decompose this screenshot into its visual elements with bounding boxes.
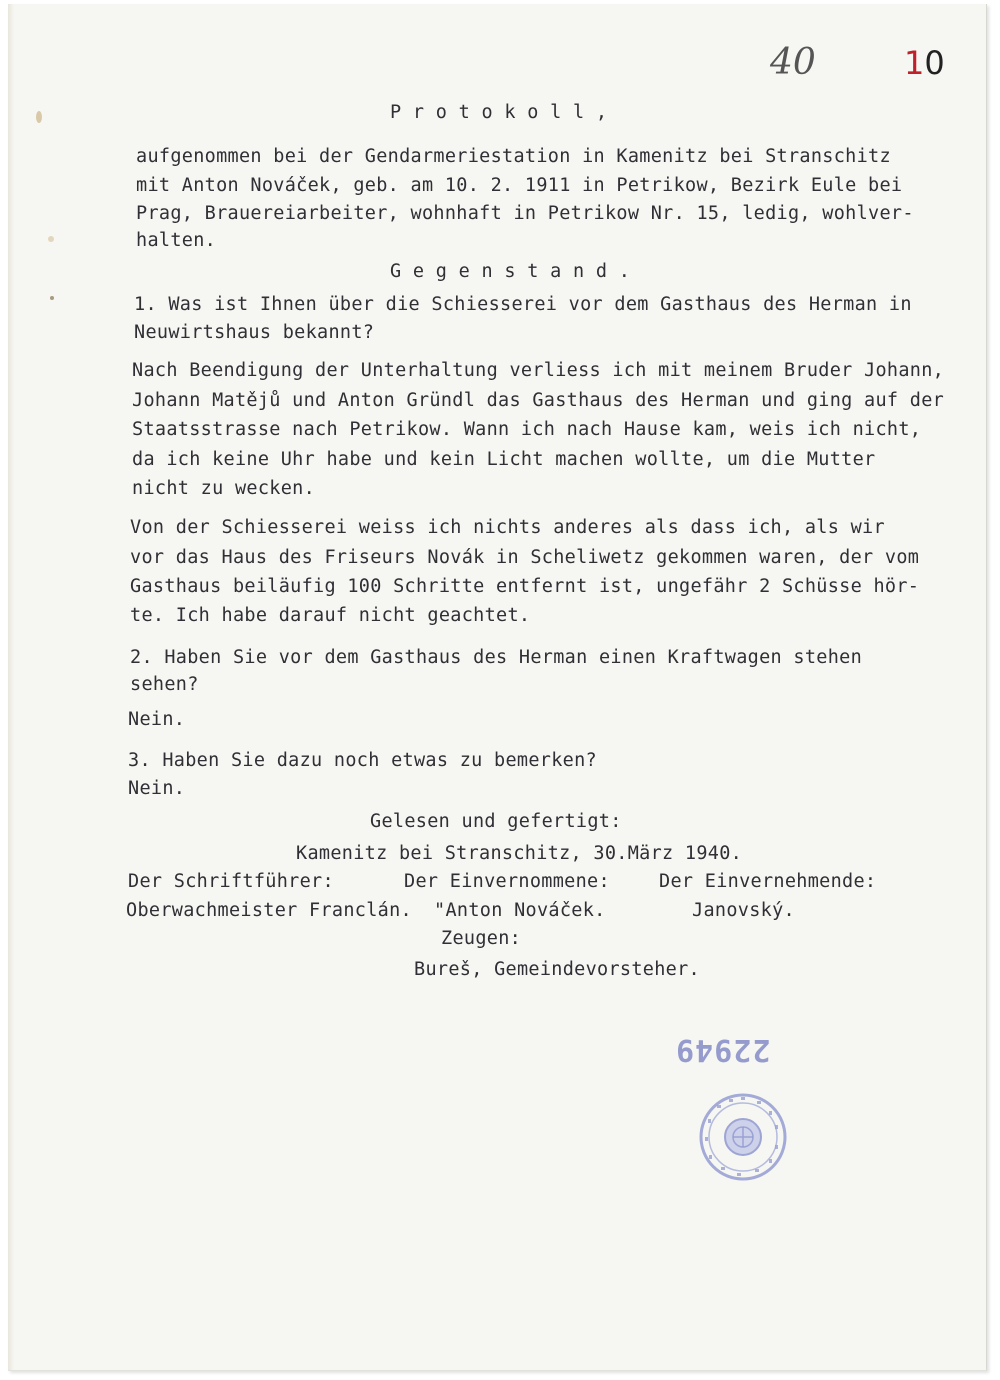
- folio-ink-number-rest: 0: [924, 44, 945, 82]
- archive-seal-icon: [697, 1091, 789, 1183]
- intro-line: Prag, Brauereiarbeiter, wohnhaft in Petrikow Nr. 15, ledig, wohlver-: [136, 203, 914, 224]
- answer-1-line: Johann Matějů und Anton Gründl das Gasthaus des Herman und ging auf der: [132, 390, 945, 411]
- folio-ink-number: [904, 44, 945, 82]
- answer-1-para2-line: te. Ich habe darauf nicht geachtet.: [130, 605, 531, 626]
- answer-1-para2-line: Von der Schiesserei weiss ich nichts anderes als dass ich, als wir: [130, 517, 885, 538]
- place-and-date: Kamenitz bei Stranschitz, 30.März 1940.: [296, 843, 743, 864]
- name-interviewer: Janovský.: [692, 900, 795, 921]
- folio-pencil-number: 40: [770, 42, 816, 83]
- paper-edge-shadow: [8, 4, 14, 1370]
- question-1-line: Neuwirtshaus bekannt?: [134, 322, 375, 343]
- archive-stamp-number: 22949: [675, 1032, 771, 1067]
- answer-1-line: Nach Beendigung der Unterhaltung verliess ich mit meinem Bruder Johann,: [132, 360, 945, 381]
- document-title: P r o t o k o l l ,: [390, 102, 608, 123]
- answer-3: Nein.: [128, 778, 186, 799]
- margin-stain-mark: [46, 234, 56, 244]
- role-clerk: Der Schriftführer:: [128, 871, 334, 892]
- read-and-signed: Gelesen und gefertigt:: [370, 811, 622, 832]
- answer-1-line: Staatsstrasse nach Petrikow. Wann ich nach Hause kam, weis ich nicht,: [132, 419, 922, 440]
- question-2-line: sehen?: [130, 674, 199, 695]
- intro-line: aufgenommen bei der Gendarmeriestation in Kamenitz bei Stranschitz: [136, 146, 891, 167]
- answer-1-line: nicht zu wecken.: [132, 478, 316, 499]
- question-2-line: 2. Haben Sie vor dem Gasthaus des Herman einen Kraftwagen stehen: [130, 647, 863, 668]
- name-interviewee: "Anton Nováček.: [434, 900, 606, 921]
- answer-1-para2-line: vor das Haus des Friseurs Novák in Scheliwetz gekommen waren, der vom: [130, 547, 920, 568]
- answer-2: Nein.: [128, 709, 186, 730]
- answer-1-para2-line: Gasthaus beiläufig 100 Schritte entfernt ist, ungefähr 2 Schüsse hör-: [130, 576, 920, 597]
- margin-dot-mark: [48, 294, 56, 302]
- role-interviewee: Der Einvernommene:: [404, 871, 610, 892]
- question-3: 3. Haben Sie dazu noch etwas zu bemerken?: [128, 750, 597, 771]
- folio-ink-number-digit: 1: [904, 44, 925, 82]
- answer-1-line: da ich keine Uhr habe und kein Licht machen wollte, um die Mutter: [132, 449, 876, 470]
- margin-stain-mark: [33, 109, 45, 125]
- role-interviewer: Der Einvernehmende:: [659, 871, 877, 892]
- question-1-line: 1. Was ist Ihnen über die Schiesserei vor dem Gasthaus des Herman in: [134, 294, 912, 315]
- intro-line: mit Anton Nováček, geb. am 10. 2. 1911 in Petrikow, Bezirk Eule bei: [136, 175, 903, 196]
- witnesses-label: Zeugen:: [441, 928, 522, 949]
- witness-name: Bureš, Gemeindevorsteher.: [414, 959, 700, 980]
- intro-line: halten.: [136, 230, 217, 251]
- subject-heading: G e g e n s t a n d .: [390, 261, 631, 282]
- name-clerk: Oberwachmeister Franclán.: [126, 900, 412, 921]
